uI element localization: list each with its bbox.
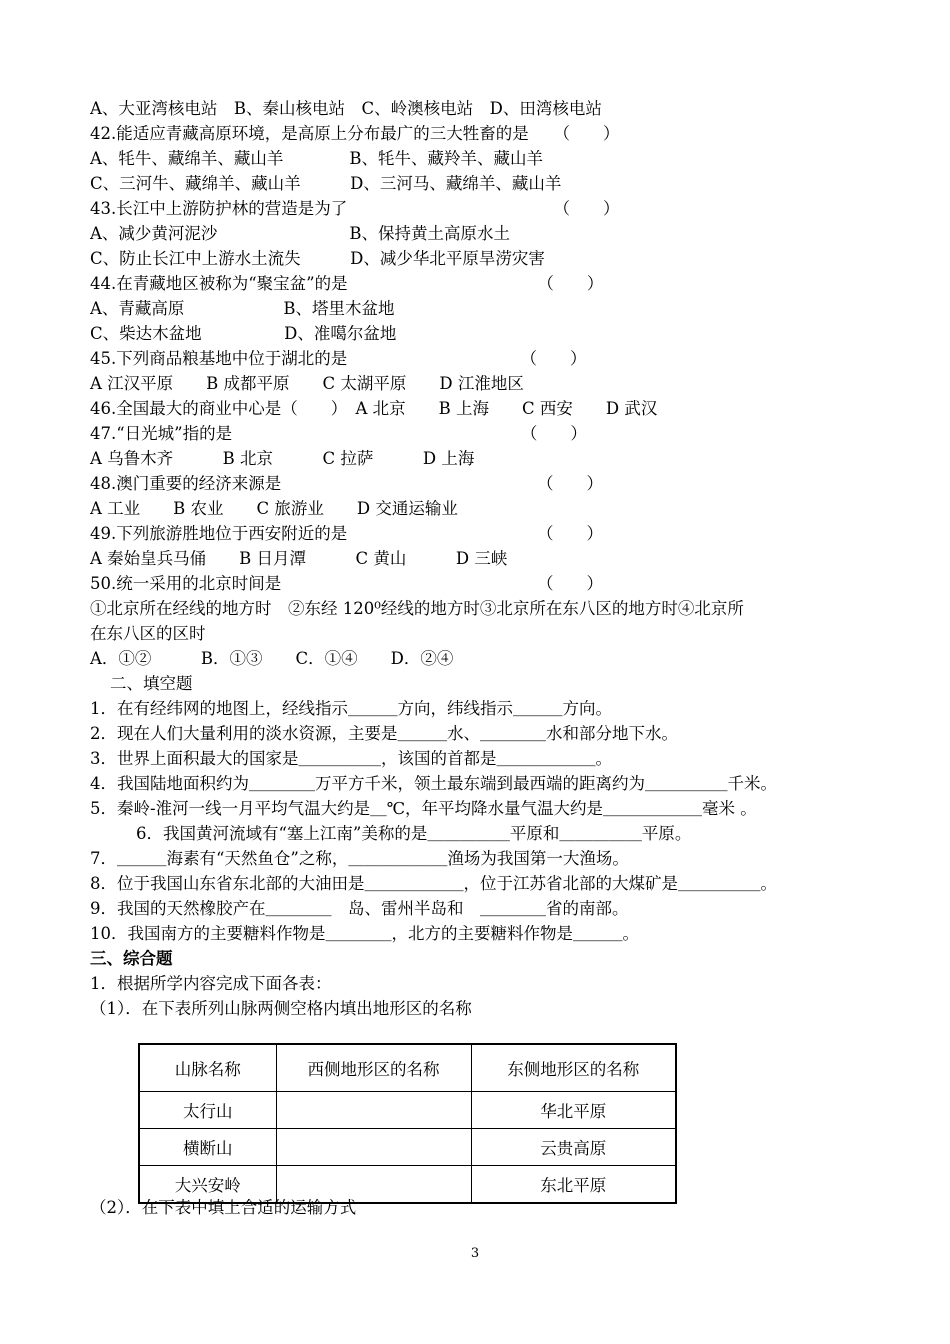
- fill-item-10: 10．我国南方的主要糖料作物是＿＿＿＿，北方的主要糖料作物是＿＿＿。: [90, 924, 639, 943]
- table-cell: 太行山: [139, 1092, 276, 1129]
- q42-stem: 42.能适应青藏高原环境，是高原上分布最广的三大牲畜的是 （ ）: [90, 124, 620, 143]
- q45-stem: 45.下列商品粮基地中位于湖北的是 （ ）: [90, 349, 587, 368]
- page-number: 3: [470, 1246, 480, 1261]
- fill-item-8: 8．位于我国山东省东北部的大油田是＿＿＿＿＿＿，位于江苏省北部的大煤矿是＿＿＿＿＿。: [90, 874, 777, 893]
- table-cell: 大兴安岭: [139, 1166, 276, 1204]
- q43-options-cd: C、防止长江中上游水土流失 D、减少华北平原旱涝灾害: [90, 249, 545, 268]
- fill-item-5: 5．秦岭-淮河一线一月平均气温大约是＿℃，年平均降水量气温大约是＿＿＿＿＿＿毫米 。: [90, 799, 757, 818]
- q44-options-cd: C、柴达木盆地 D、准噶尔盆地: [90, 324, 397, 343]
- fill-item-7: 7．＿＿＿海素有“天然鱼仓”之称，＿＿＿＿＿＿渔场为我国第一大渔场。: [90, 849, 629, 868]
- table-cell-blank[interactable]: [276, 1129, 471, 1166]
- table-cell: 东北平原: [471, 1166, 676, 1204]
- q50-stem: 50.统一采用的北京时间是 （ ）: [90, 574, 603, 593]
- table-cell: 华北平原: [471, 1092, 676, 1129]
- q49-options: A 秦始皇兵马俑 B 日月潭 C 黄山 D 三峡: [90, 549, 508, 568]
- fill-item-6: 6．我国黄河流域有“塞上江南”美称的是＿＿＿＿＿平原和＿＿＿＿＿平原。: [136, 824, 692, 843]
- section3-sub2: （2）．在下表中填上合适的运输方式: [90, 1198, 357, 1217]
- fill-item-3: 3．世界上面积最大的国家是＿＿＿＿＿，该国的首都是＿＿＿＿＿＿。: [90, 749, 612, 768]
- table-row: [139, 1129, 676, 1166]
- q43-stem: 43.长江中上游防护林的营造是为了 （ ）: [90, 199, 620, 218]
- section3-title: 三、综合题: [90, 949, 173, 968]
- q47-options: A 乌鲁木齐 B 北京 C 拉萨 D 上海: [90, 449, 475, 468]
- q41-options: A、大亚湾核电站 B、秦山核电站 C、岭澳核电站 D、田湾核电站: [90, 99, 602, 118]
- fill-item-2: 2．现在人们大量利用的淡水资源，主要是＿＿＿水、＿＿＿＿水和部分地下水。: [90, 724, 678, 743]
- q44-options-ab: A、青藏高原 B、塔里木盆地: [90, 299, 395, 318]
- table-header-row: [139, 1044, 676, 1092]
- q48-stem: 48.澳门重要的经济来源是 （ ）: [90, 474, 603, 493]
- q46: 46.全国最大的商业中心是（ ） A 北京 B 上海 C 西安 D 武汉: [90, 399, 658, 418]
- q42-options-cd: C、三河牛、藏绵羊、藏山羊 D、三河马、藏绵羊、藏山羊: [90, 174, 562, 193]
- q50-statements: ①北京所在经线的地方时 ②东经 120⁰经线的地方时③北京所在东八区的地方时④北京所: [90, 599, 744, 618]
- q43-options-ab: A、减少黄河泥沙 B、保持黄土高原水土: [90, 224, 511, 243]
- section3-intro: 1．根据所学内容完成下面各表：: [90, 974, 332, 993]
- q50-statements-cont: 在东八区的区时: [90, 624, 206, 643]
- fill-item-4: 4．我国陆地面积约为＿＿＿＿万平方千米，领土最东端到最西端的距离约为＿＿＿＿＿千米。: [90, 774, 777, 793]
- table-header-cell: 山脉名称: [139, 1044, 276, 1092]
- q42-options-ab: A、牦牛、藏绵羊、藏山羊 B、牦牛、藏羚羊、藏山羊: [90, 149, 544, 168]
- q48-options: A 工业 B 农业 C 旅游业 D 交通运输业: [90, 499, 458, 518]
- q45-options: A 江汉平原 B 成都平原 C 太湖平原 D 江淮地区: [90, 374, 524, 393]
- fill-item-9: 9．我国的天然橡胶产在＿＿＿＿ 岛、雷州半岛和 ＿＿＿＿省的南部。: [90, 899, 629, 918]
- q50-options: A．①② B．①③ C．①④ D．②④: [90, 649, 454, 668]
- fill-item-1: 1．在有经纬网的地图上，经线指示＿＿＿方向，纬线指示＿＿＿方向。: [90, 699, 612, 718]
- section3-sub1: （1）．在下表所列山脉两侧空格内填出地形区的名称: [90, 999, 472, 1018]
- table-row: [139, 1092, 676, 1129]
- table-cell: 云贵高原: [471, 1129, 676, 1166]
- q47-stem: 47.“日光城”指的是 （ ）: [90, 424, 587, 443]
- table-cell: 横断山: [139, 1129, 276, 1166]
- table-header-cell: 东侧地形区的名称: [471, 1044, 676, 1092]
- q44-stem: 44.在青藏地区被称为“聚宝盆”的是 （ ）: [90, 274, 604, 293]
- mountain-terrain-table: [138, 1043, 677, 1204]
- table-header-cell: 西侧地形区的名称: [276, 1044, 471, 1092]
- table-cell-blank[interactable]: [276, 1092, 471, 1129]
- page-content: [90, 96, 890, 1021]
- section2-title: 二、填空题: [110, 674, 193, 693]
- q49-stem: 49.下列旅游胜地位于西安附近的是 （ ）: [90, 524, 603, 543]
